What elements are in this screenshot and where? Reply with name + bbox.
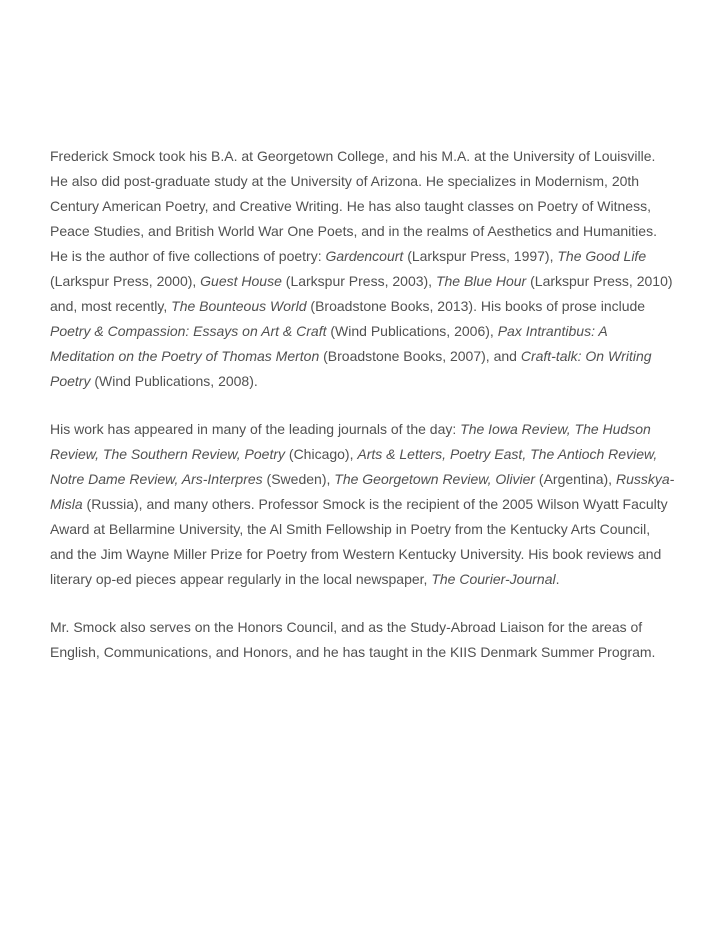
italic-title-run: The Good Life bbox=[557, 248, 647, 264]
text-run: (Wind Publications, 2006), bbox=[326, 323, 498, 339]
text-run: (Larkspur Press, 2003), bbox=[281, 273, 436, 289]
italic-title-run: The Blue Hour bbox=[435, 273, 527, 289]
italic-title-run: Gardencourt bbox=[325, 248, 404, 264]
paragraph-journals-and-awards bbox=[50, 417, 675, 592]
text-run: (Larkspur Press, 1997), bbox=[403, 248, 558, 264]
italic-title-run: Arts & Letters, Poetry East, The Antioch Review, Notre Dame Review, Ars-Interpres bbox=[50, 446, 658, 487]
text-run: . bbox=[555, 571, 560, 587]
italic-title-run: Poetry & Compassion: Essays on Art & Craft bbox=[50, 323, 327, 339]
italic-title-run: Pax Intrantibus: A Meditation on the Poetry of Thomas Merton bbox=[50, 323, 608, 364]
text-run: (Chicago), bbox=[285, 446, 358, 462]
text-run: (Sweden), bbox=[262, 471, 335, 487]
text-run: (Russia), and many others. Professor Smock is the recipient of the 2005 Wilson Wyatt Faculty Award at Bellarmine University, the Al Smith Fellowship in Poetry from the Kentucky Arts Council, and the Jim Wayne Miller Prize for Poetry from Western Kentucky University. His book reviews and literary op-ed pieces appear regularly in the local newspaper, bbox=[50, 496, 668, 587]
text-run: (Wind Publications, 2008). bbox=[90, 373, 258, 389]
italic-title-run: Guest House bbox=[200, 273, 282, 289]
text-run: (Broadstone Books, 2007), and bbox=[319, 348, 521, 364]
italic-title-run: Russkya-Misla bbox=[50, 471, 675, 512]
text-run: Mr. Smock also serves on the Honors Council, and as the Study-Abroad Liaison for the areas of English, Communications, and Honors, and he has taught in the KIIS Denmark Summer Program. bbox=[50, 619, 656, 660]
paragraph-education-and-books bbox=[50, 144, 675, 394]
italic-title-run: The Courier-Journal bbox=[431, 571, 556, 587]
italic-title-run: The Georgetown Review, Olivier bbox=[334, 471, 536, 487]
text-run: (Larkspur Press, 2010) and, most recently, bbox=[50, 273, 673, 314]
bio-text bbox=[50, 144, 675, 665]
text-run: His work has appeared in many of the leading journals of the day: bbox=[50, 421, 461, 437]
italic-title-run: The Bounteous World bbox=[171, 298, 307, 314]
italic-title-run: Craft-talk: On Writing Poetry bbox=[50, 348, 652, 389]
text-run: (Argentina), bbox=[535, 471, 616, 487]
paragraph-service bbox=[50, 615, 675, 665]
text-run: (Broadstone Books, 2013). His books of prose include bbox=[306, 298, 646, 314]
text-run: (Larkspur Press, 2000), bbox=[50, 273, 201, 289]
text-run: Frederick Smock took his B.A. at Georgetown College, and his M.A. at the University of Louisville. He also did post-graduate study at the University of Arizona. He specializes in Modernism, 20th Century American Poetry, and Creative Writing. He has also taught classes on Poetry of Witness, Peace Studies, and British World War One Poets, and in the realms of Aesthetics and Humanities. He is the author of five collections of poetry: bbox=[50, 148, 657, 264]
italic-title-run: The Iowa Review, The Hudson Review, The Southern Review, Poetry bbox=[50, 421, 651, 462]
